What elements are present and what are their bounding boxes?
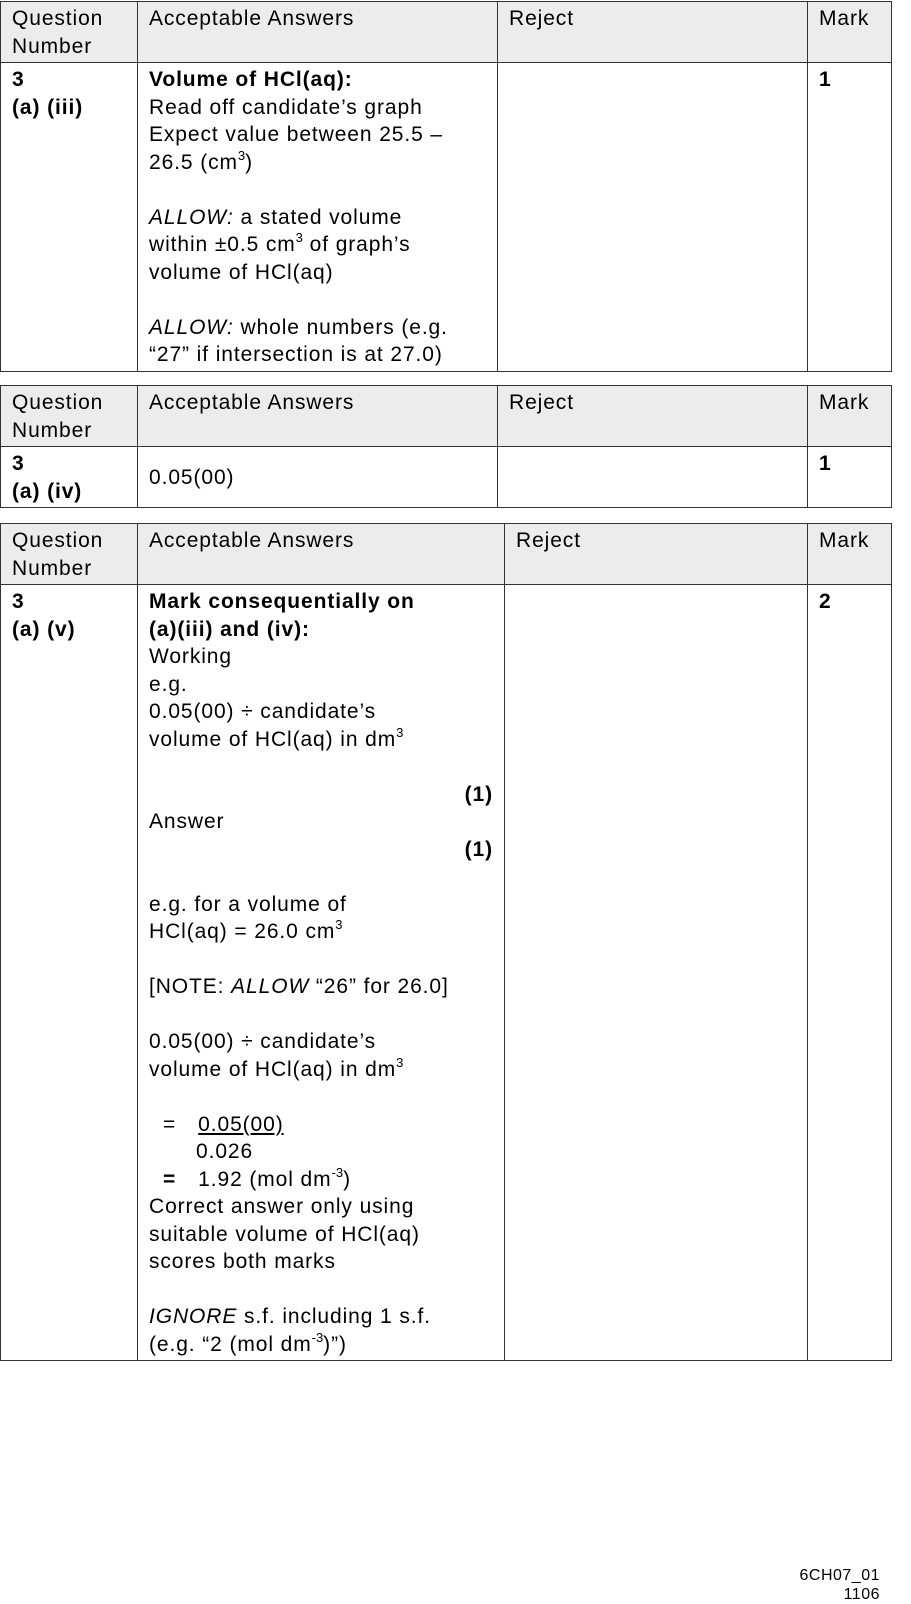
ignore-text: s.f. including 1 s.f. — [237, 1305, 431, 1328]
question-number-cell — [1, 447, 138, 508]
ignore-line — [149, 1303, 493, 1331]
allow-text: within ±0.5 cm — [149, 233, 296, 256]
ignore-line — [149, 1331, 493, 1359]
answer-text: HCl(aq) = 26.0 cm — [149, 920, 336, 943]
superscript: -3 — [331, 1164, 344, 1180]
page-footer — [800, 1566, 881, 1604]
mark-point: (1) — [464, 837, 493, 861]
answer-title: Volume of HCl(aq): — [149, 68, 353, 91]
acceptable-answers-cell — [138, 63, 498, 372]
table-header-row — [1, 2, 892, 63]
table-row — [1, 63, 892, 372]
allow-text: whole numbers (e.g. — [233, 315, 448, 339]
header-mark: Mark — [808, 386, 892, 447]
answer-title: (a)(iii) and (iv): — [149, 617, 310, 641]
result-line — [149, 1166, 493, 1194]
allow-line — [149, 204, 486, 232]
fraction-numerator-line — [149, 1111, 493, 1139]
answer-line — [149, 918, 493, 946]
header-question-number: Question Number — [1, 524, 138, 585]
superscript: 3 — [295, 230, 303, 245]
answer-line — [149, 1056, 493, 1084]
mark-cell — [808, 447, 892, 508]
header-acceptable-answers: Acceptable Answers — [138, 2, 498, 63]
acceptable-answers-cell — [138, 447, 498, 508]
ignore-text: )”) — [323, 1332, 347, 1356]
superscript: 3 — [335, 917, 343, 932]
result-text: 1.92 (mol dm — [198, 1167, 332, 1191]
allow-line: volume of HCl(aq) — [149, 260, 334, 284]
superscript: 3 — [237, 147, 246, 163]
mark-value: 1 — [819, 452, 832, 475]
answer-text: volume of HCl(aq) in dm — [149, 1057, 397, 1081]
mark-cell — [808, 63, 892, 372]
markscheme-table-3av — [0, 523, 892, 1361]
answer-label: Answer — [149, 810, 225, 833]
question-number: 3 — [12, 452, 25, 475]
question-part: (a) (iv) — [12, 479, 83, 503]
markscheme-table-3aiv — [0, 385, 892, 508]
table-header-row — [1, 386, 892, 447]
answer-line: Correct answer only using — [149, 1195, 415, 1218]
question-number-cell — [1, 585, 138, 1361]
header-question-number: Question Number — [1, 2, 138, 63]
mark-value: 1 — [819, 68, 832, 91]
answer-line: scores both marks — [149, 1250, 336, 1273]
note-text: [NOTE: — [149, 975, 232, 998]
reject-cell — [498, 63, 808, 372]
answer-line: Read off candidate’s graph — [149, 95, 423, 119]
answer-line: 0.05(00) ÷ candidate’s — [149, 700, 377, 723]
header-reject: Reject — [498, 2, 808, 63]
fraction-numerator: 0.05(00) — [198, 1112, 284, 1136]
fraction-denominator: 0.026 — [196, 1140, 254, 1163]
header-question-number: Question Number — [1, 386, 138, 447]
allow-line: “27” if intersection is at 27.0) — [149, 343, 443, 366]
working-label: Working — [149, 645, 232, 668]
equals-sign: = — [163, 1112, 177, 1136]
acceptable-answers-cell — [138, 585, 505, 1361]
answer-line: suitable volume of HCl(aq) — [149, 1222, 420, 1246]
answer-line: 0.05(00) ÷ candidate’s — [149, 1030, 377, 1053]
header-reject: Reject — [498, 386, 808, 447]
answer-title: Mark consequentially on — [149, 590, 415, 613]
superscript: 3 — [396, 724, 404, 740]
question-part: (a) (iii) — [12, 95, 84, 119]
allow-label: ALLOW: — [149, 315, 234, 339]
session-code: 1106 — [843, 1586, 880, 1603]
superscript: -3 — [311, 1329, 324, 1345]
result-text: ) — [343, 1167, 351, 1191]
note-text: “26” for 26.0] — [309, 975, 449, 998]
answer-line: e.g. for a volume of — [149, 892, 347, 916]
question-number-cell — [1, 63, 138, 372]
question-number: 3 — [12, 590, 25, 613]
answer-line: e.g. — [149, 672, 188, 696]
answer-text: volume of HCl(aq) in dm — [149, 727, 397, 751]
allow-line — [149, 231, 486, 259]
header-acceptable-answers: Acceptable Answers — [138, 386, 498, 447]
ignore-text: (e.g. “2 (mol dm — [149, 1332, 312, 1356]
answer-line: Expect value between 25.5 – — [149, 123, 443, 146]
answer-line — [149, 149, 486, 177]
header-reject: Reject — [505, 524, 808, 585]
note-allow: ALLOW — [231, 975, 310, 998]
header-mark: Mark — [808, 524, 892, 585]
reject-cell — [498, 447, 808, 508]
markscheme-table-3aiii — [0, 1, 892, 372]
allow-text: a stated volume — [233, 205, 403, 229]
equals-sign: = — [163, 1167, 177, 1191]
allow-line — [149, 314, 486, 342]
note-line — [149, 973, 493, 1001]
answer-text: ) — [245, 150, 254, 174]
table-row — [1, 447, 892, 508]
question-part: (a) (v) — [12, 617, 76, 641]
mark-value: 2 — [819, 590, 832, 613]
reject-cell — [505, 585, 808, 1361]
answer-value: 0.05(00) — [149, 465, 235, 489]
paper-code: 6CH07_01 — [799, 1567, 880, 1584]
answer-text: 26.5 (cm — [149, 150, 238, 174]
question-number: 3 — [12, 68, 25, 91]
superscript: 3 — [396, 1054, 404, 1070]
fraction-denominator-line — [149, 1138, 493, 1166]
table-row — [1, 585, 892, 1361]
header-mark: Mark — [808, 2, 892, 63]
table-header-row — [1, 524, 892, 585]
ignore-label: IGNORE — [149, 1305, 238, 1328]
allow-text: of graph’s — [302, 233, 411, 256]
mark-point: (1) — [464, 782, 493, 806]
answer-line — [149, 726, 493, 754]
allow-label: ALLOW: — [149, 205, 234, 229]
header-acceptable-answers: Acceptable Answers — [138, 524, 505, 585]
mark-cell — [808, 585, 892, 1361]
